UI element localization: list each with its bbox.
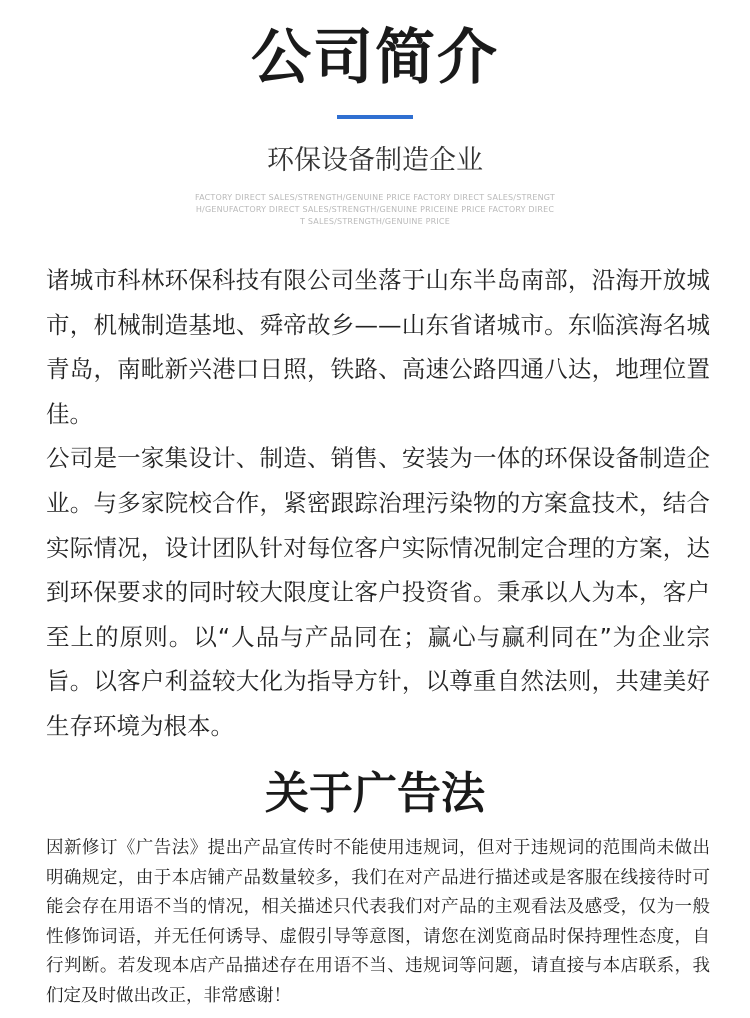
english-tagline: FACTORY DIRECT SALES/STRENGTH/GENUINE PRICE FACTORY DIRECT SALES/STRENGTH/GENUFACTORY DIRECT SALES/STRENGTH/GENUINE PRICEINE PRICE FACTORY DIRECT SALES/STRENGTH/GENUINE PRICE [195, 193, 555, 226]
intro-paragraph-business: 公司是一家集设计、制造、销售、安装为一体的环保设备制造企业。与多家院校合作，紧密跟踪治理污染物的方案盒技术，结合实际情况，设计团队针对每位客户实际情况制定合理的方案，达到环保要求的同时较大限度让客户投资省。秉承以人为本，客户至上的原则。以“人品与产品同在；赢心与赢利同在”为企业宗旨。以客户利益较大化为指导方针，以尊重自然法则，共建美好生存环境为根本。 [46, 444, 710, 740]
page-title: 公司简介 [251, 23, 499, 93]
company-intro [46, 258, 710, 749]
ad-law-notice: 因新修订《广告法》提出产品宣传时不能使用违规词，但对于违规词的范围尚未做出明确规定，由于本店铺产品数量较多，我们在对产品进行描述或是客服在线接待时可能会存在用语不当的情况，相关描述只代表我们对产品的主观看法及感受，仅为一般性修饰词语，并无任何诱导、虚假引导等意图，请您在浏览商品时保持理性态度，自行判断。若发现本店产品描述存在用语不当、违规词等问题，请直接与本店联系，我们定及时做出改正，非常感谢！ [46, 838, 710, 1006]
title-accent-line [337, 115, 413, 119]
page-subtitle: 环保设备制造企业 [267, 145, 483, 176]
intro-paragraph-location: 诸城市科林环保科技有限公司坐落于山东半岛南部，沿海开放城市，机械制造基地、舜帝故乡——山东省诸城市。东临滨海名城青岛，南毗新兴港口日照，铁路、高速公路四通八达，地理位置佳。 [46, 266, 710, 428]
ad-law-title: 关于广告法 [265, 768, 485, 819]
